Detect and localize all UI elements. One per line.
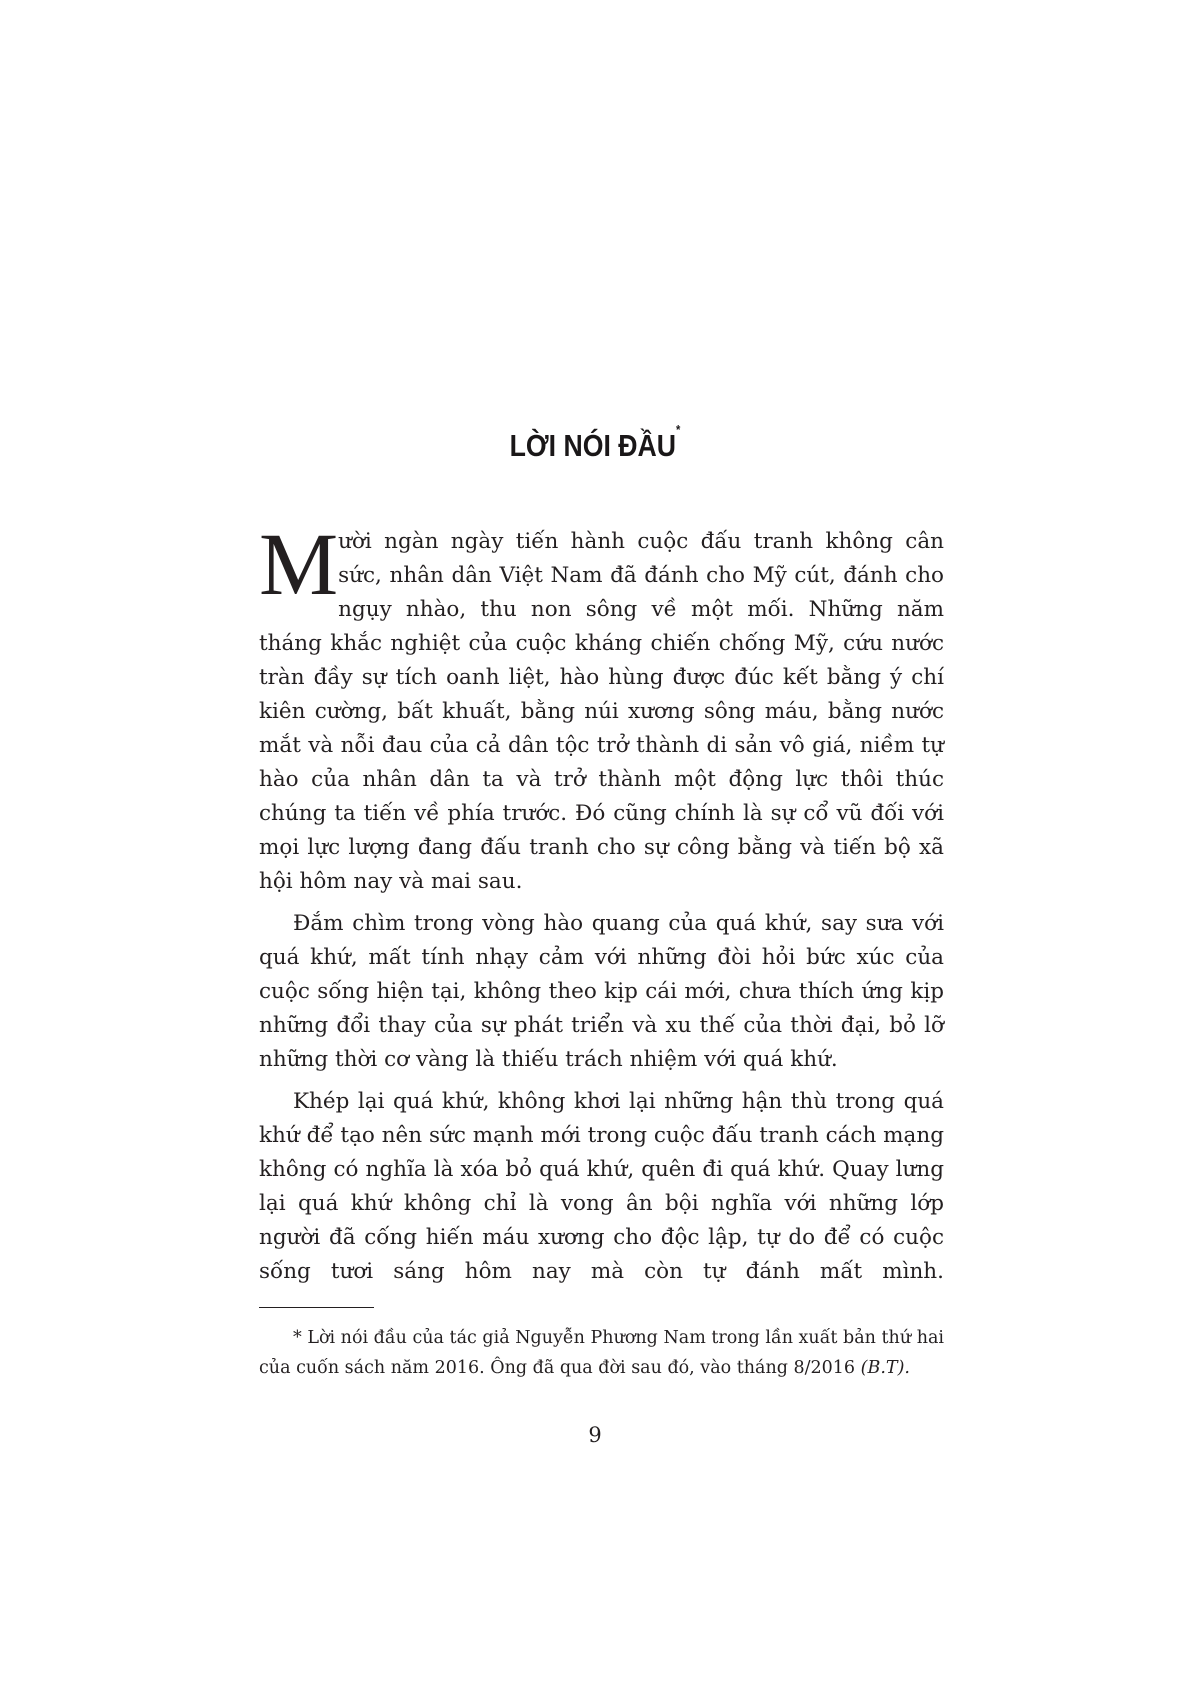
footnote-text: * Lời nói đầu của tác giả Nguyễn Phương Nam trong lần xuất bản thứ hai của cuốn sách năm 2016. Ông đã qua đời sau đó, vào tháng 8/2016 — [259, 1328, 944, 1378]
page-title — [83, 422, 1106, 464]
body-text — [259, 516, 944, 1289]
title-text: LỜI NÓI ĐẦU — [509, 428, 677, 463]
page-number: 9 — [588, 1423, 602, 1447]
paragraph-1 — [259, 516, 944, 899]
title-footnote-marker: * — [676, 422, 681, 437]
footnote-divider — [259, 1307, 374, 1308]
footnote — [259, 1323, 944, 1383]
paragraph-2: Đắm chìm trong vòng hào quang của quá khứ, say sưa với quá khứ, mất tính nhạy cảm với những đòi hỏi bức xúc của cuộc sống hiện tại, không theo kịp cái mới, chưa thích ứng kịp những đổi thay của sự phát triển và xu thế của thời đại, bỏ lỡ những thời cơ vàng là thiếu trách nhiệm với quá khứ. — [259, 911, 944, 1072]
drop-cap: M — [259, 516, 339, 614]
footnote-source: (B.T). — [860, 1358, 910, 1378]
paragraph-1-text: ười ngàn ngày tiến hành cuộc đấu tranh không cân sức, nhân dân Việt Nam đã đánh cho Mỹ cút, đánh cho ngụy nhào, thu non sông về một mối. Những năm tháng khắc nghiệt của cuộc kháng chiến chống Mỹ, cứu nước tràn đầy sự tích oanh liệt, hào hùng được đúc kết bằng ý chí kiên cường, bất khuất, bằng núi xương sông máu, bằng nước mắt và nỗi đau của cả dân tộc trở thành di sản vô giá, niềm tự hào của nhân dân ta và trở thành một động lực thôi thúc chúng ta tiến về phía trước. Đó cũng chính là sự cổ vũ đối với mọi lực lượng đang đấu tranh cho sự công bằng và tiến bộ xã hội hôm nay và mai sau. — [259, 529, 944, 894]
paragraph-3: Khép lại quá khứ, không khơi lại những hận thù trong quá khứ để tạo nên sức mạnh mới trong cuộc đấu tranh cách mạng không có nghĩa là xóa bỏ quá khứ, quên đi quá khứ. Quay lưng lại quá khứ không chỉ là vong ân bội nghĩa với những lớp người đã cống hiến máu xương cho độc lập, tự do để có cuộc sống tươi sáng hôm nay mà còn tự đánh mất mình. — [259, 1089, 944, 1284]
